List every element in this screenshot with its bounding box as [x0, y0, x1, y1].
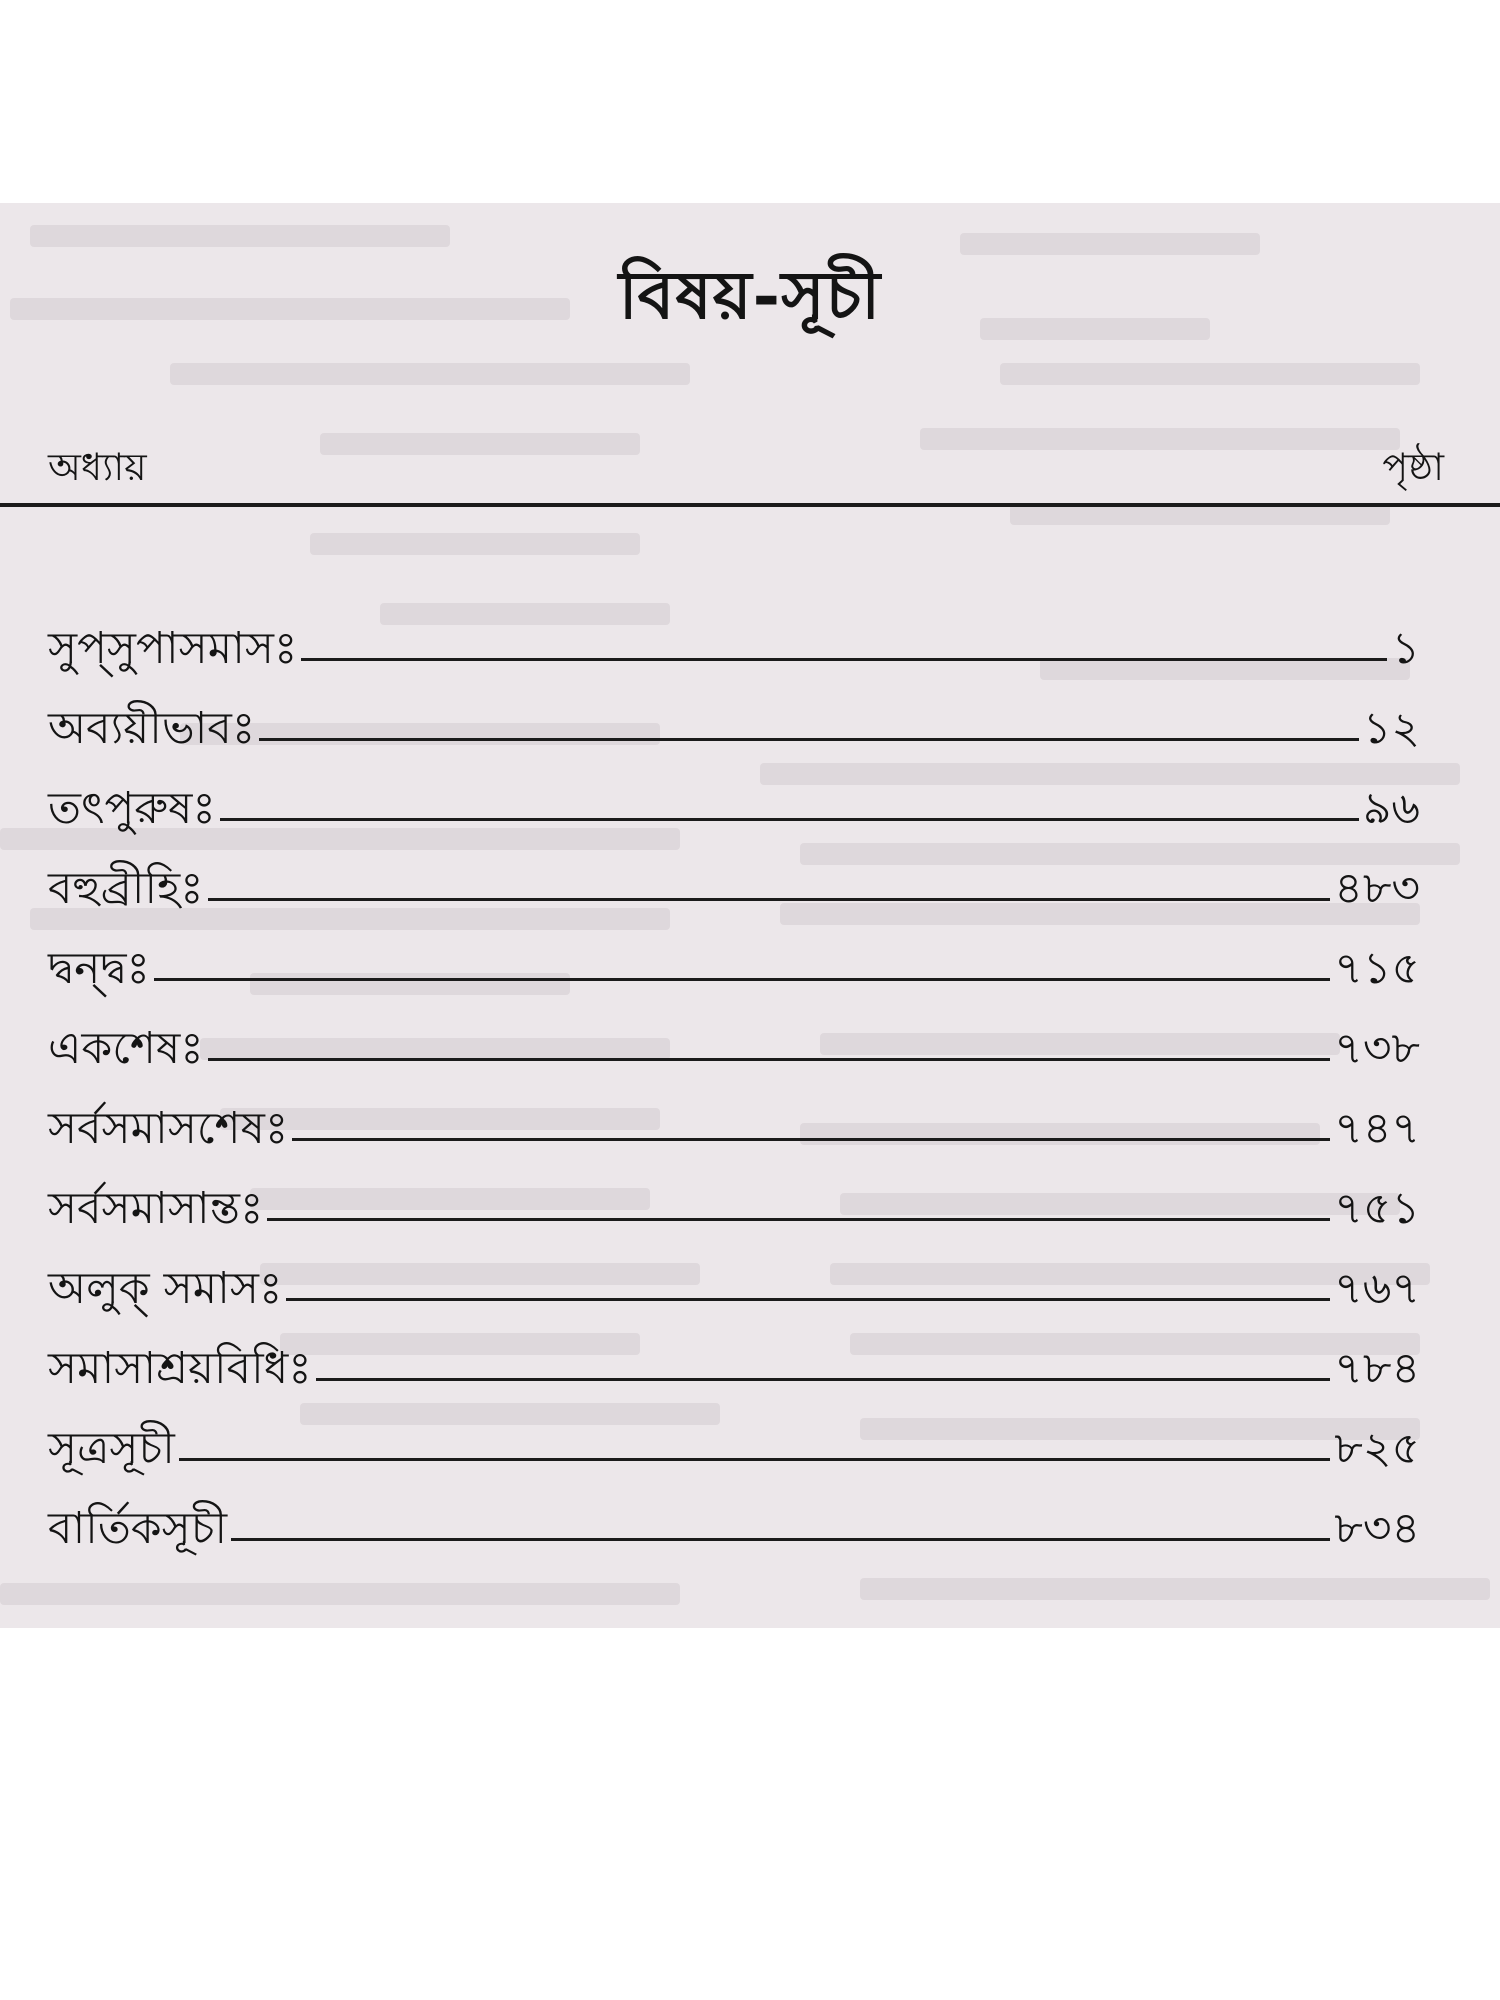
toc-entry-title: অব্যয়ীভাবঃ — [48, 703, 256, 754]
toc-leader-line — [220, 818, 1359, 821]
toc-entry-title: সুপ্‌সুপাসমাসঃ — [48, 623, 298, 674]
toc-entry-page: ৭৮৪ — [1334, 1343, 1420, 1394]
bleed-through-mark — [170, 363, 690, 385]
toc-leader-line — [259, 738, 1358, 741]
toc-entry-title: সূত্রসূচী — [48, 1423, 175, 1474]
toc-entry-title: অলুক্‌ সমাসঃ — [48, 1263, 283, 1314]
toc-entry-title: সর্বসমাসশেষঃ — [48, 1103, 289, 1154]
toc-entry-title: তৎপুরুষঃ — [48, 783, 216, 834]
scanned-page — [0, 203, 1500, 1628]
bleed-through-mark — [1000, 363, 1420, 385]
toc-entry — [48, 675, 1420, 755]
toc-entry-page: ৮৩৪ — [1334, 1503, 1420, 1554]
toc-entry-page: ১ — [1391, 623, 1420, 674]
toc-entry — [48, 995, 1420, 1075]
toc-entry — [48, 915, 1420, 995]
bleed-through-mark — [860, 1578, 1490, 1600]
toc-leader-line — [208, 898, 1331, 901]
page-title: বিষয়-সূচী — [618, 256, 882, 334]
toc-leader-line — [154, 978, 1330, 981]
toc-leader-line — [208, 1058, 1331, 1061]
toc-leader-line — [316, 1378, 1331, 1381]
toc-entry-page: ৭১৫ — [1334, 943, 1420, 994]
bleed-through-mark — [0, 1583, 680, 1605]
chapter-column-header: অধ্যায় — [48, 445, 147, 489]
bleed-through-mark — [920, 428, 1400, 450]
toc-entry — [48, 835, 1420, 915]
toc-leader-line — [267, 1218, 1330, 1221]
toc-entry-page: ৯৬ — [1362, 783, 1420, 834]
toc-entry — [48, 1315, 1420, 1395]
toc-entry — [48, 1475, 1420, 1555]
toc-entry-title: সর্বসমাসান্তঃ — [48, 1183, 264, 1234]
toc-leader-line — [179, 1458, 1330, 1461]
toc-entry — [48, 1155, 1420, 1235]
toc-entry-title: সমাসাশ্রয়বিধিঃ — [48, 1343, 312, 1394]
toc-leader-line — [292, 1138, 1330, 1141]
toc-leader-line — [301, 658, 1387, 661]
toc-entry-page: ৪৮৩ — [1334, 863, 1420, 914]
toc-entry-title: একশেষঃ — [48, 1023, 204, 1074]
toc-leader-line — [231, 1538, 1330, 1541]
toc-entry — [48, 1075, 1420, 1155]
toc-entry — [48, 1235, 1420, 1315]
toc-leader-line — [286, 1298, 1330, 1301]
toc-entry — [48, 595, 1420, 675]
bleed-through-mark — [310, 533, 640, 555]
toc-entry-page: ৮২৫ — [1334, 1423, 1420, 1474]
toc-entry-page: ৭৪৭ — [1334, 1103, 1420, 1154]
toc-entry-page: ৭৬৭ — [1334, 1263, 1420, 1314]
table-of-contents — [48, 595, 1420, 1555]
toc-entry-page: ৭৫১ — [1334, 1183, 1420, 1234]
toc-entry — [48, 1395, 1420, 1475]
toc-entry-page: ১২ — [1362, 703, 1420, 754]
toc-entry-title: দ্বন্দ্বঃ — [48, 943, 151, 994]
bleed-through-mark — [30, 225, 450, 247]
toc-entry-page: ৭৩৮ — [1334, 1023, 1420, 1074]
bleed-through-mark — [320, 433, 640, 455]
header-divider — [0, 503, 1500, 507]
toc-entry — [48, 755, 1420, 835]
toc-entry-title: বার্তিকসূচী — [48, 1503, 228, 1554]
toc-entry-title: বহুব্রীহিঃ — [48, 863, 204, 914]
page-column-header: পৃষ্ঠা — [1382, 445, 1444, 489]
